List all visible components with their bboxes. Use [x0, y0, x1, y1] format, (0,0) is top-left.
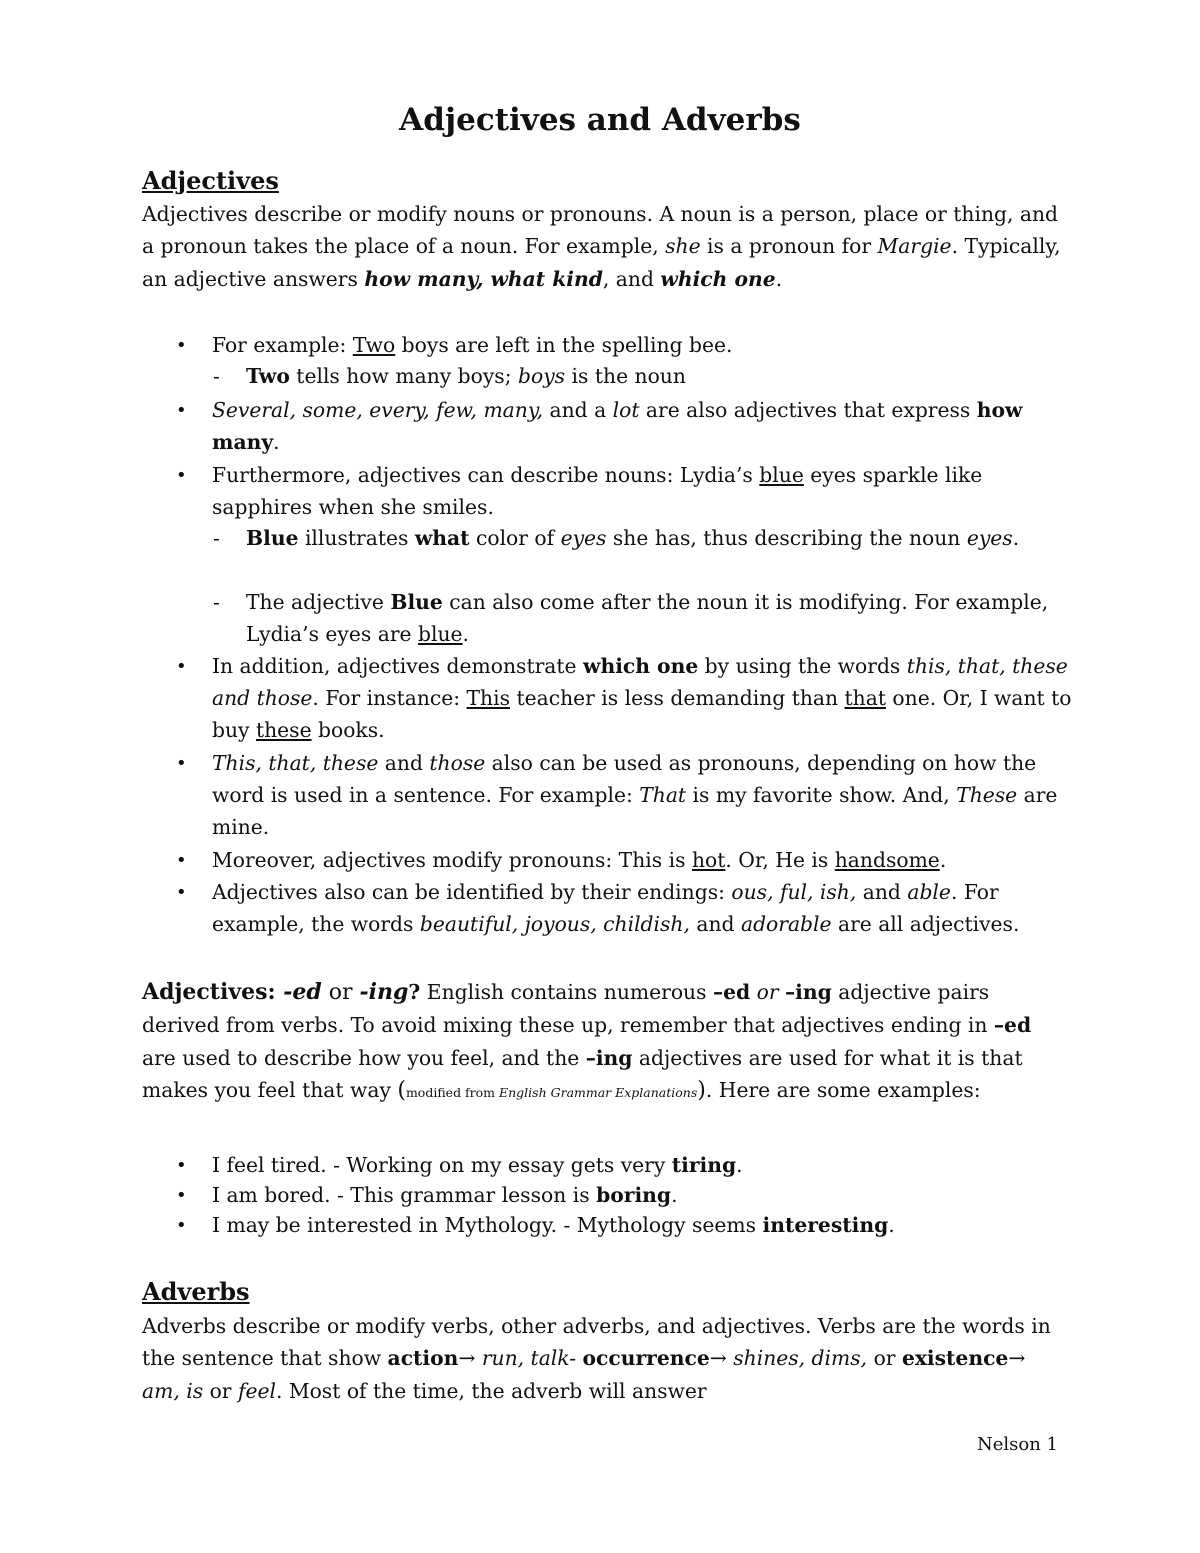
- adverbs-heading: Adverbs: [142, 1277, 250, 1306]
- bullet-several-some: • Several, some, every, few, many, and a lot are also adjectives that express how many.: [212, 395, 1077, 459]
- bullet-as-pronouns: • This, that, these and those also can be used as pronouns, depending on how the word is used in a sentence. For example: That is my favorite show. And, These are mine.: [212, 748, 1077, 843]
- sub-item-blue-after-noun: - The adjective Blue can also come after the noun it is modifying. For example, Lydia’s eyes are blue.: [246, 587, 1076, 651]
- bullet-interesting: • I may be interested in Mythology. - Mythology seems interesting.: [212, 1210, 1077, 1242]
- sub-item-two-tells: - Two tells how many boys; boys is the noun: [246, 361, 1076, 393]
- adverbs-intro-paragraph: Adverbs describe or modify verbs, other adverbs, and adjectives. Verbs are the words in the sentence that show action→ run, talk- occurrence→ shines, dims, or existence→ am, is or feel. Most of the time, the adverb will answer: [142, 1314, 1051, 1403]
- sub-item-blue-illustrates: - Blue illustrates what color of eyes she has, thus describing the noun eyes.: [246, 523, 1076, 555]
- bullet-lydia-blue-eyes: • Furthermore, adjectives can describe nouns: Lydia’s blue eyes sparkle like sapphires when she smiles.: [212, 460, 1077, 524]
- bullet-endings: • Adjectives also can be identified by their endings: ous, ful, ish, and able. For example, the words beautiful, joyous, childish, and adorable are all adjectives.: [212, 877, 1077, 941]
- ed-ing-paragraph: Adjectives: -ed or -ing? English contains numerous –ed or –ing adjective pairs derived from verbs. To avoid mixing these up, remember that adjectives ending in –ed are used to describe how you feel, and the –ing adjectives are used for what it is that makes you feel that way (modified from English Grammar Explanations). Here are some examples:: [142, 979, 1032, 1103]
- bullet-example-two-boys: • For example: Two boys are left in the spelling bee.: [212, 330, 1077, 362]
- page-footer: Nelson 1: [977, 1434, 1058, 1455]
- adjectives-intro-paragraph: Adjectives describe or modify nouns or pronouns. A noun is a person, place or thing, and a pronoun takes the place of a noun. For example, she is a pronoun for Margie. Typically, an adjective answers how many, what kind, and which one.: [142, 202, 1061, 291]
- bullet-boring: • I am bored. - This grammar lesson is boring.: [212, 1180, 1077, 1212]
- page-title: Adjectives and Adverbs: [399, 102, 801, 138]
- bullet-which-one: • In addition, adjectives demonstrate which one by using the words this, that, these and those. For instance: This teacher is less demanding than that one. Or, I want to buy these books.: [212, 651, 1077, 746]
- bullet-modify-pronouns: • Moreover, adjectives modify pronouns: This is hot. Or, He is handsome.: [212, 845, 1077, 877]
- bullet-tiring: • I feel tired. - Working on my essay gets very tiring.: [212, 1150, 1077, 1182]
- adjectives-heading: Adjectives: [142, 166, 279, 195]
